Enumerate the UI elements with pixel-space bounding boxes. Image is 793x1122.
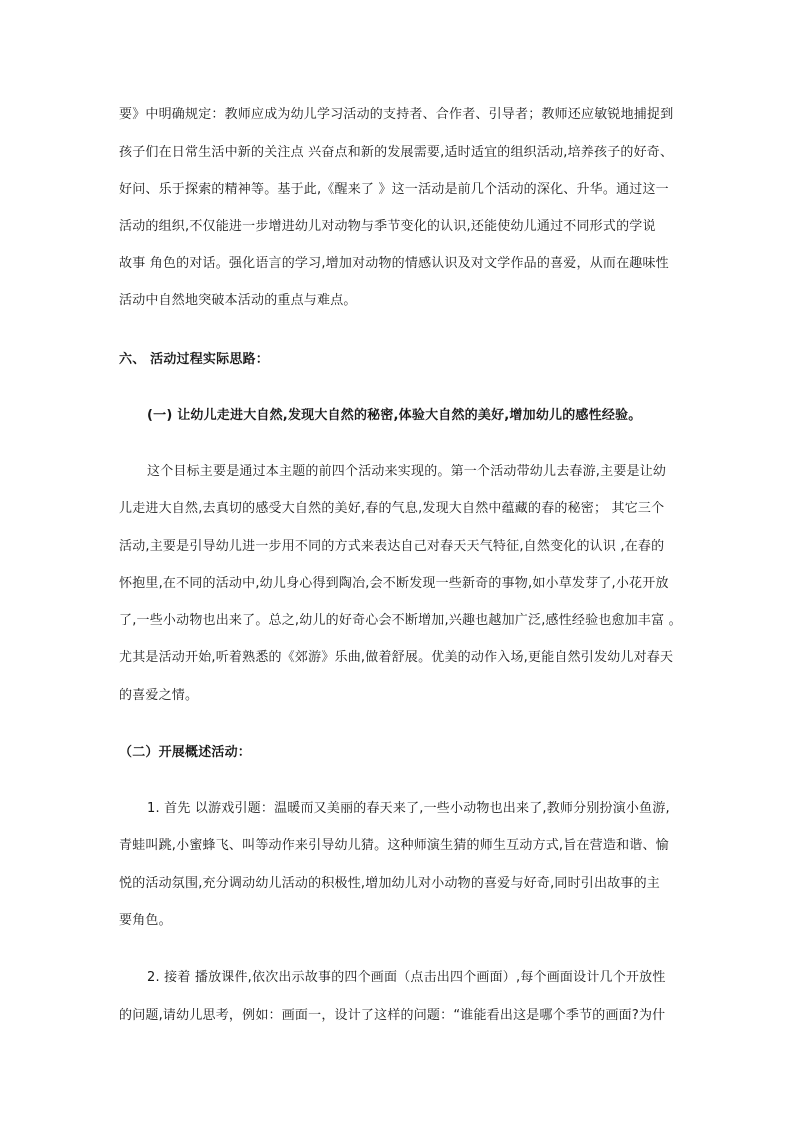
text-line: 了,一些小动物也出来了。总之,幼儿的好奇心会不断增加,兴趣也越加广泛,感性经验也愈加丰富 。 [119,613,682,628]
text-line: 活动中自然地突破本活动的重点与难点。 [119,293,357,308]
text-line: 故事 角色的对话。强化语言的学习,增加对动物的情感认识及对文学作品的喜爱，从而在趣味性 [119,256,669,271]
text-line: 1. 首先 以游戏引题：温暖而又美丽的春天来了,一些小动物也出来了,教师分别扮演小鱼游, [147,801,670,816]
text-line: 好问、乐于探索的精神等。基于此,《醒来了 》这一活动是前几个活动的深化、升华。通过这一 [119,182,669,197]
text-line: 悦的活动氛围,充分调动幼儿活动的积极性,增加幼儿对小动物的喜爱与好奇,同时引出故事的主 [119,876,660,891]
text-line: 要角色。 [119,913,172,928]
text-line: 青蛙叫跳,小蜜蜂飞、叫等动作来引导幼儿猜。这种师演生猜的师生互动方式,旨在营造和谐、愉 [119,838,669,853]
section-heading: 六、 活动过程实际思路： [119,352,269,367]
text-line: 的问题,请幼儿思考，例如：画面一，设计了这样的问题：“谁能看出这是哪个季节的画面?为什 [119,1008,666,1023]
text-line: 尤其是活动开始,听着熟悉的《郊游》乐曲,做着舒展。优美的动作入场,更能自然引发幼儿对春天 [119,650,674,665]
text-line: 活动,主要是引导幼儿进一步用不同的方式来表达自己对春天天气特征,自然变化的认识 ,在春的 [119,539,665,554]
text-line: 儿走进大自然,去真切的感受大自然的美好,春的气息,发现大自然中蕴藏的春的秘密； 其它三个 [119,501,665,516]
text-line: 怀抱里,在不同的活动中,幼儿身心得到陶冶,会不断发现一些新奇的事物,如小草发芽了,小花开放 [119,576,669,591]
subsection-heading: (一) 让幼儿走进大自然,发现大自然的秘密,体验大自然的美好,增加幼儿的感性经验。 [147,408,642,423]
subsection-heading: （二）开展概述活动： [119,745,252,760]
text-line: 活动的组织,不仅能进一步增进幼儿对动物与季节变化的认识,还能使幼儿通过不同形式的学说 [119,219,656,234]
text-line: 要》中明确规定：教师应成为幼儿学习活动的支持者、合作者、引导者；教师还应敏锐地捕捉到 [119,107,674,122]
text-line: 孩子们在日常生活中新的关注点 兴奋点和新的发展需要,适时适宜的组织活动,培养孩子的好奇、 [119,145,674,160]
text-line: 2. 接着 播放课件,依次出示故事的四个画面（点击出四个画面）,每个画面设计几个开放性 [147,970,666,985]
text-line: 这个目标主要是通过本主题的前四个活动来实现的。第一个活动带幼儿去春游,主要是让幼 [147,464,667,479]
text-line: 的喜爱之情。 [119,688,199,703]
